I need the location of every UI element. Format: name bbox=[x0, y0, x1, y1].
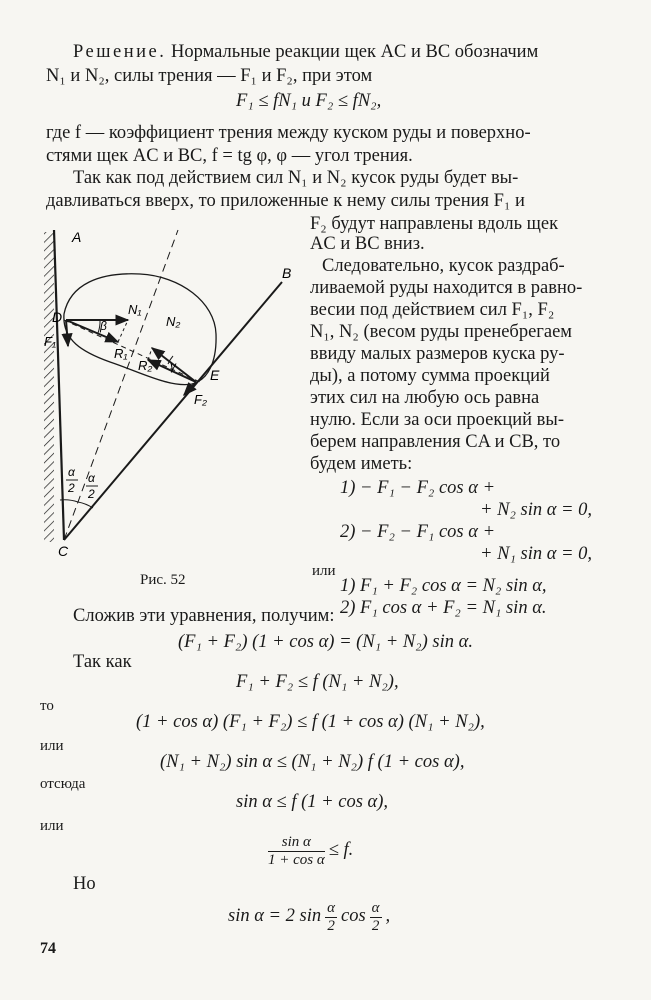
equation-friction-limits: F₁ ≤ fN₁ и F₂ ≤ fN₂, bbox=[236, 91, 382, 111]
label-r1: R₁ bbox=[114, 346, 128, 361]
label-f1: F₁ bbox=[44, 334, 57, 349]
equation-sin: sin α ≤ f (1 + cos α), bbox=[236, 792, 389, 812]
text-line: то bbox=[40, 698, 54, 714]
text-line: весии под действием сил F₁, F₂ bbox=[310, 300, 555, 320]
text-line: Сложив эти уравнения, получим: bbox=[73, 606, 335, 626]
fraction-numerator: α bbox=[371, 900, 380, 916]
text-line: этих сил на любую ось равна bbox=[310, 388, 540, 408]
text-line: ды), а потому сумма проекций bbox=[310, 366, 550, 386]
equation-inequality: F₁ + F₂ ≤ f (N₁ + N₂), bbox=[236, 672, 399, 692]
text-line: AC и BC вниз. bbox=[310, 234, 425, 254]
text-line: стями щек AC и BC, f = tg φ, φ — угол трения. bbox=[46, 146, 413, 166]
label-r2: R₂ bbox=[138, 358, 153, 373]
vector-r1 bbox=[66, 320, 118, 342]
label-c: C bbox=[58, 543, 69, 559]
text-line: или bbox=[40, 818, 64, 834]
equation-substituted: (N₁ + N₂) sin α ≤ (N₁ + N₂) f (1 + cos α), bbox=[160, 752, 465, 772]
text-line: где f — коэффициент трения между куском руды и поверхно- bbox=[46, 123, 531, 143]
vector-f1 bbox=[66, 320, 68, 346]
eq-part: , bbox=[385, 906, 391, 927]
label-a: A bbox=[72, 229, 82, 245]
text-line: ливаемой руды находится в равно- bbox=[310, 278, 583, 298]
label-alpha-half-2-num: α bbox=[88, 471, 95, 485]
fraction bbox=[268, 834, 325, 869]
text-ili: или bbox=[312, 563, 336, 579]
label-e: E bbox=[210, 367, 220, 383]
label-b: B bbox=[282, 265, 292, 281]
figure-52 bbox=[30, 222, 310, 572]
label-f2: F₂ bbox=[194, 392, 207, 407]
text-line: давливаться вверх, то приложенные к нему силы трения F₁ и bbox=[46, 191, 525, 211]
text-line: Следовательно, кусок раздраб- bbox=[322, 256, 565, 276]
text-line: нулю. Если за оси проекций вы- bbox=[310, 410, 564, 430]
equation-fraction bbox=[268, 834, 353, 869]
wall-hatching bbox=[44, 232, 57, 542]
fraction-denominator: 1 + cos α bbox=[268, 852, 325, 868]
text-line: отсюда bbox=[40, 776, 86, 792]
label-n2: N₂ bbox=[166, 314, 181, 329]
fraction-numerator: sin α bbox=[268, 834, 325, 852]
jaw-ac bbox=[54, 230, 64, 540]
text-line: Но bbox=[73, 874, 96, 894]
text-line: будем иметь: bbox=[310, 454, 413, 474]
text-line: N₁ и N₂, силы трения — F₁ и F₂, при этом bbox=[46, 66, 373, 86]
text-line: ввиду малых размеров куска ру- bbox=[310, 344, 565, 364]
figure-caption: Рис. 52 bbox=[140, 572, 186, 588]
system2-eq-1: 1) F₁ + F₂ cos α = N₂ sin α, bbox=[340, 576, 547, 596]
label-alpha-half-2-den: 2 bbox=[88, 487, 95, 501]
system-eq-1a: 1) − F₁ − F₂ cos α + bbox=[340, 478, 496, 498]
system-eq-1b: + N₂ sin α = 0, bbox=[480, 500, 593, 520]
text-line: Нормальные реакции щек AC и BC обозначим bbox=[170, 42, 539, 62]
text-line: берем направления CA и CB, то bbox=[310, 432, 561, 452]
label-gamma: γ bbox=[170, 359, 176, 373]
angle-alpha-arc-2 bbox=[78, 502, 93, 508]
fraction-denominator: 2 bbox=[327, 918, 335, 934]
system-eq-2b: + N₁ sin α = 0, bbox=[480, 544, 593, 564]
r1-component-line bbox=[118, 320, 128, 342]
equation-sum: (F₁ + F₂) (1 + cos α) = (N₁ + N₂) sin α. bbox=[178, 632, 473, 652]
label-alpha-half-1-den: 2 bbox=[68, 481, 75, 495]
text-line: F₂ будут направлены вдоль щек bbox=[310, 214, 559, 234]
label-d: D bbox=[52, 309, 63, 325]
equation-multiplied: (1 + cos α) (F₁ + F₂) ≤ f (1 + cos α) (N₁ + N₂), bbox=[136, 712, 485, 732]
label-alpha-half-1-num: α bbox=[68, 465, 75, 479]
equation-half-angle bbox=[228, 900, 390, 935]
text-line: Так как bbox=[73, 652, 132, 672]
fraction-rhs: ≤ f. bbox=[328, 840, 354, 861]
text-line: N₁, N₂ (весом руды пренебрегаем bbox=[310, 322, 573, 342]
page-number: 74 bbox=[40, 940, 56, 957]
label-n1: N₁ bbox=[128, 302, 142, 317]
fraction-numerator: α bbox=[327, 900, 335, 916]
eq-part: cos bbox=[341, 906, 366, 927]
system-eq-2a: 2) − F₂ − F₁ cos α + bbox=[340, 522, 496, 542]
solution-heading: Решение. bbox=[73, 42, 167, 62]
solution-line-1 bbox=[73, 40, 538, 64]
text-line: или bbox=[40, 738, 64, 754]
system2-eq-2: 2) F₁ cos α + F₂ = N₁ sin α. bbox=[340, 598, 547, 618]
fraction-denominator: 2 bbox=[371, 918, 380, 934]
eq-part: sin α = 2 sin bbox=[228, 906, 322, 927]
label-beta: β bbox=[100, 319, 107, 333]
fraction bbox=[325, 900, 337, 935]
fraction bbox=[370, 900, 382, 935]
text-line: Так как под действием сил N₁ и N₂ кусок руды будет вы- bbox=[73, 168, 519, 188]
